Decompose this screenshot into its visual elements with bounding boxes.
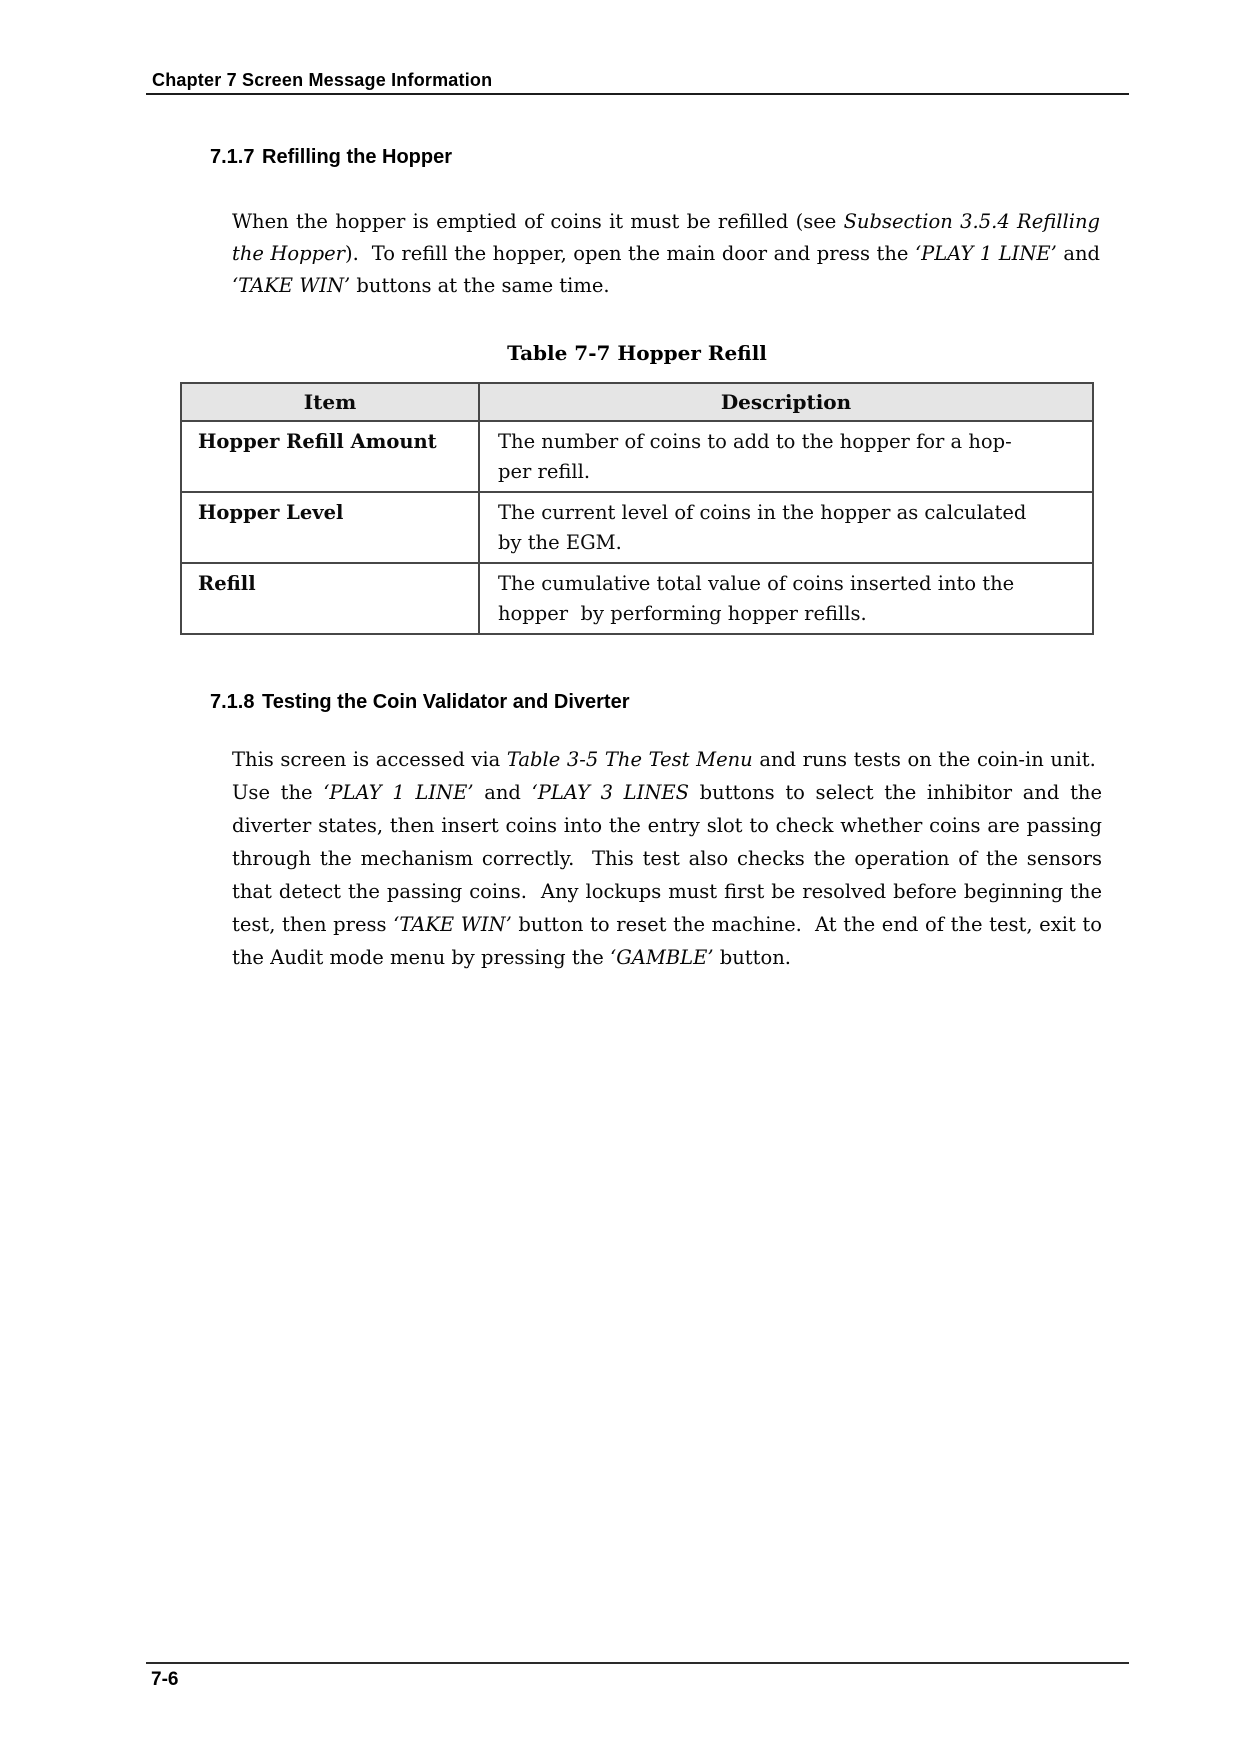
description-line: The number of coins to add to the hopper for a hop- — [498, 430, 1012, 453]
hopper-refill-table — [180, 382, 1094, 635]
item-cell: Hopper Refill Amount — [181, 421, 479, 492]
section-paragraph-7-1-7 — [232, 206, 1100, 302]
text-run: buttons to select the inhibitor and the diverter states, then insert coins into the entry slot to check whether coins are passing through the mechanism correctly. This test also checks the operation of the sensors that detect the passing coins. Any lockups must first be resolved before beginning the test, then press — [232, 780, 1103, 936]
text-run-italic: ‘PLAY 1 LINE’ — [323, 780, 474, 804]
text-run: When the hopper is emptied of coins it must be refilled (see — [232, 209, 844, 233]
section-paragraph-7-1-8 — [232, 743, 1102, 974]
description-line: hopper by performing hopper refills. — [498, 602, 867, 625]
text-run-italic: ‘TAKE WIN’ — [232, 273, 351, 297]
item-cell: Refill — [181, 563, 479, 634]
description-cell — [479, 421, 1093, 492]
table-header-row — [181, 383, 1093, 421]
section-title: Refilling the Hopper — [262, 146, 452, 168]
text-run: and runs tests on the coin-in unit. Use the — [232, 747, 1102, 804]
table-caption: Table 7-7 Hopper Refill — [507, 341, 767, 365]
running-header: Chapter 7 Screen Message Information — [152, 70, 493, 90]
text-run-italic: ‘TAKE WIN’ — [393, 912, 512, 936]
text-run: and — [473, 780, 532, 804]
section-title: Testing the Coin Validator and Diverter — [262, 691, 630, 713]
description-cell — [479, 563, 1093, 634]
text-run: button to reset the machine. At the end of the test, exit to the Audit mode menu by pressing the — [232, 912, 1102, 969]
section-heading-7-1-7 — [210, 146, 452, 169]
table-row-hopper-refill-amount — [181, 421, 1093, 492]
text-run-italic: ‘PLAY 3 LINES — [531, 780, 689, 804]
description-line: per refill. — [498, 460, 591, 483]
text-run-italic: Table 3-5 The Test Menu — [506, 747, 753, 771]
text-run: buttons at the same time. — [350, 273, 610, 297]
description-cell — [479, 492, 1093, 563]
text-run: ). To refill the hopper, open the main door and press the — [344, 241, 915, 265]
section-number: 7.1.7 — [210, 146, 255, 168]
section-heading-7-1-8 — [210, 691, 629, 714]
text-run: This screen is accessed via — [232, 747, 507, 771]
description-line: by the EGM. — [498, 531, 622, 554]
text-run: and — [1056, 241, 1100, 265]
text-run-italic: Subsection 3.5.4 Refilling the Hopper — [232, 209, 1100, 265]
page-number: 7-6 — [151, 1669, 179, 1690]
description-line: The current level of coins in the hopper as calculated — [498, 501, 1027, 524]
text-run-italic: ‘PLAY 1 LINE’ — [914, 241, 1057, 265]
section-number: 7.1.8 — [210, 691, 255, 713]
item-cell: Hopper Level — [181, 492, 479, 563]
text-run: button. — [713, 945, 791, 969]
header-rule — [146, 93, 1129, 95]
text-run-italic: ‘GAMBLE’ — [610, 945, 714, 969]
footer-rule — [146, 1662, 1129, 1664]
table-row-refill — [181, 563, 1093, 634]
table-row-hopper-level — [181, 492, 1093, 563]
column-header-item: Item — [181, 383, 479, 421]
column-header-description: Description — [479, 383, 1093, 421]
description-line: The cumulative total value of coins inserted into the — [498, 572, 1015, 595]
